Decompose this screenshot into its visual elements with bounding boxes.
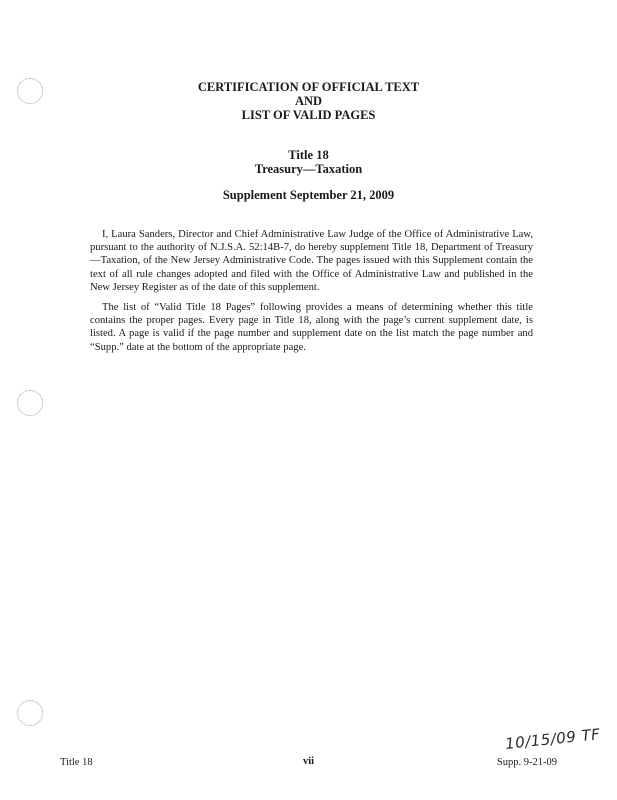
title-line-1: CERTIFICATION OF OFFICIAL TEXT (197, 80, 420, 94)
footer-page-number: vii (302, 756, 315, 767)
supplement-date: Supplement September 21, 2009 (222, 188, 395, 202)
title-number: Title 18 (288, 148, 329, 162)
footer-supplement-date: Supp. 9-21-09 (496, 757, 557, 768)
certification-body (90, 228, 533, 361)
binder-hole-middle (17, 390, 43, 416)
title-line-2: AND (294, 94, 323, 108)
title-line-3: LIST OF VALID PAGES (241, 108, 376, 122)
paragraph-certification: I, Laura Sanders, Director and Chief Administrative Law Judge of the Office of Administrative Law, pursuant to the authority of N.J.S.A. 52:14B-7, do hereby supplement Title 18, Department of Treasury—Taxation, of the New Jersey Administrative Code. The pages issued with this Supplement contain the text of all rule changes adopted and filed with the Office of Administrative Law and published in the New Jersey Register as of the date of this supplement. (90, 229, 533, 293)
paragraph-valid-pages: The list of “Valid Title 18 Pages” following provides a means of determining whether this title contains the proper pages. Every page in Title 18, along with the page’s current supplement date, is listed. A page is valid if the page number and supplement date on the list match the page number and “Supp.” date at the bottom of the appropriate page. (90, 302, 533, 353)
handwritten-date-initials: 10/15/09 TF (504, 725, 602, 753)
footer-title: Title 18 (60, 757, 93, 768)
binder-hole-bottom (17, 700, 43, 726)
title-subject: Treasury—Taxation (254, 162, 363, 176)
